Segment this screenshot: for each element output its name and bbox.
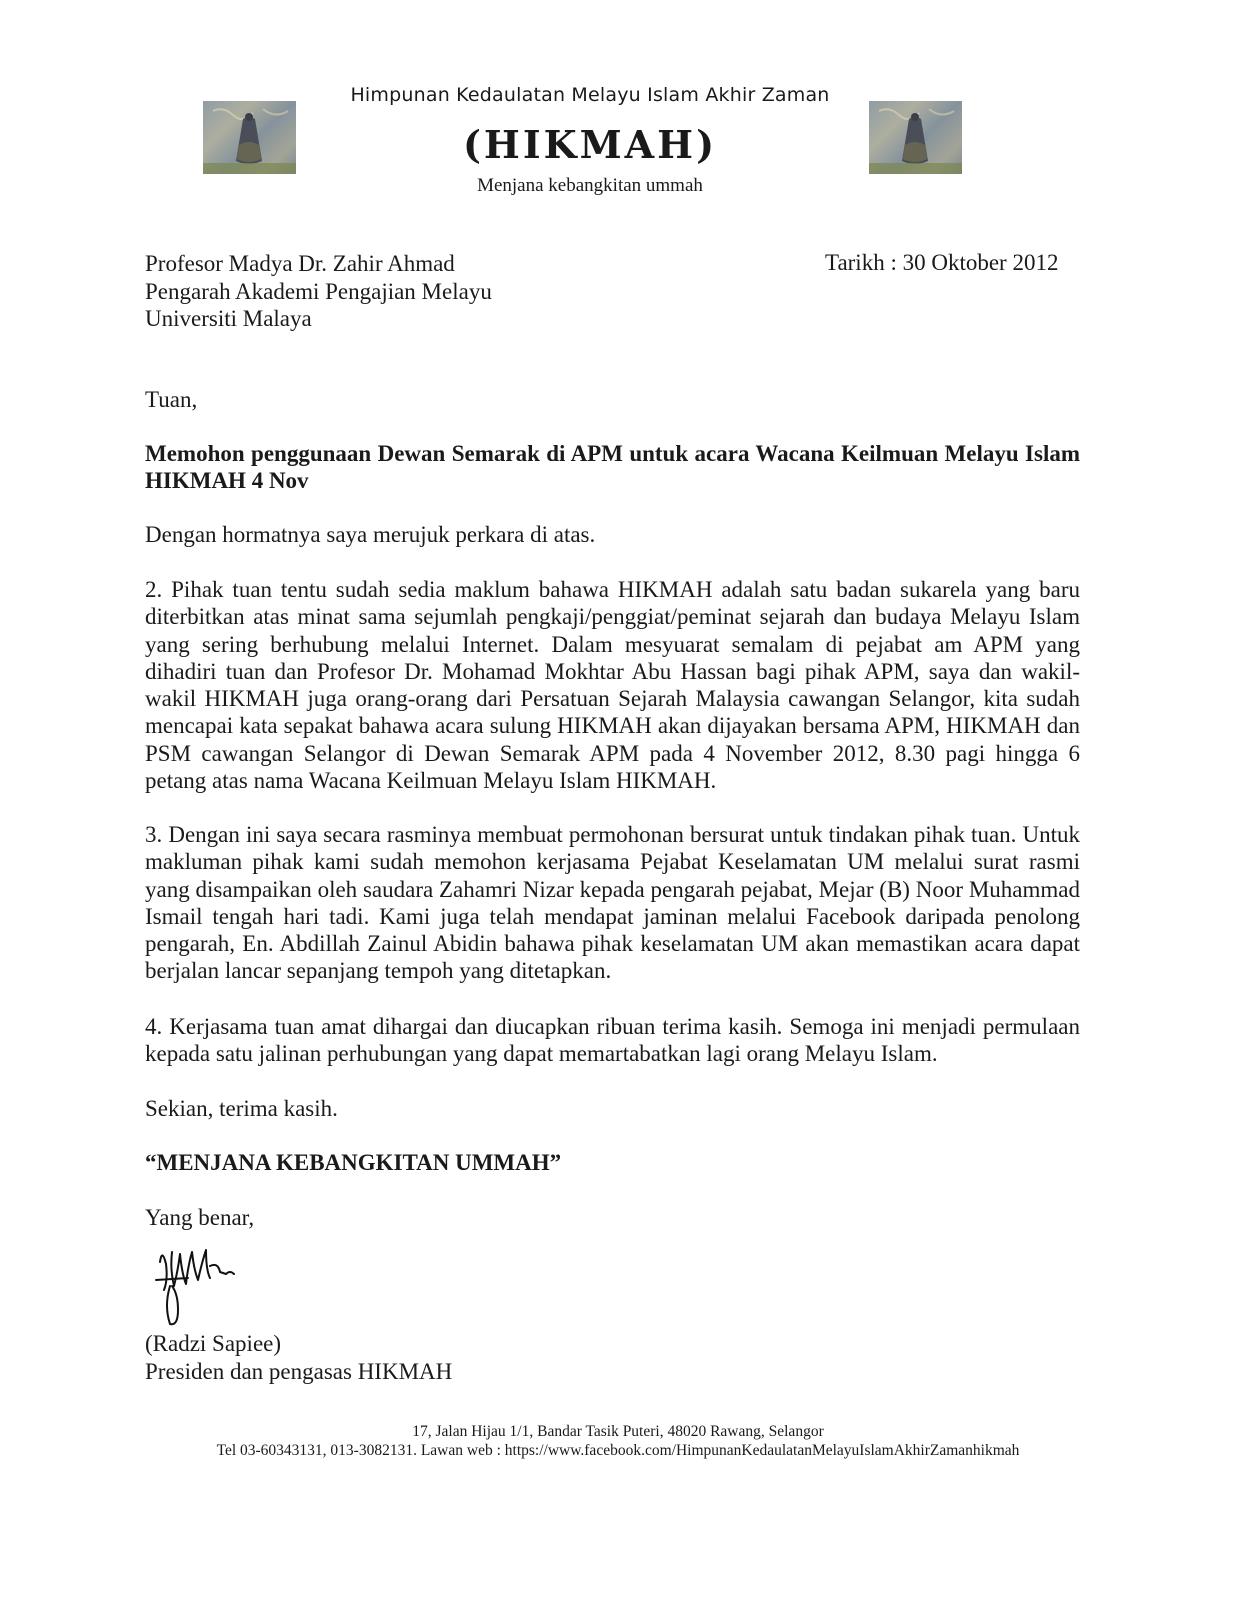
recipient-name: Profesor Madya Dr. Zahir Ahmad — [145, 251, 455, 276]
recipient-block — [145, 250, 492, 333]
signer-block — [145, 1330, 452, 1385]
signer-name: (Radzi Sapiee) — [145, 1331, 282, 1356]
recipient-title: Pengarah Akademi Pengajian Melayu — [145, 278, 492, 304]
paragraph-4: 4. Kerjasama tuan amat dihargai dan diucapkan ribuan terima kasih. Semoga ini menjadi permulaan kepada satu jalinan perhubungan yang dapat memartabatkan lagi orang Melayu Islam. — [145, 1014, 1080, 1067]
signature-icon — [148, 1240, 248, 1330]
recipient-institution: Universiti Malaya — [145, 306, 312, 331]
salutation: Tuan, — [145, 387, 198, 412]
subject-line: Memohon penggunaan Dewan Semarak di APM untuk acara Wacana Keilmuan Melayu Islam HIKMAH 4 Nov — [145, 441, 1080, 494]
paragraph-2: 2. Pihak tuan tentu sudah sedia maklum bahawa HIKMAH adalah satu badan sukarela yang baru diterbitkan atas minat sama sejumlah pengkaji/penggiat/peminat sejarah dan budaya Melayu Islam yang sering berhubung melalui Internet. Dalam mesyuarat semalam di pejabat am APM yang dihadiri tuan dan Profesor Dr. Mohamad Mokhtar Abu Hassan bagi pihak APM, saya dan wakil-wakil HIKMAH juga orang-orang dari Persatuan Sejarah Malaysia cawangan Selangor, kita sudah mencapai kata sepakat bahawa acara sulung HIKMAH akan dijayakan bersama APM, HIKMAH dan PSM cawangan Selangor di Dewan Semarak APM pada 4 November 2012, 8.30 pagi hingga 6 petang atas nama Wacana Keilmuan Melayu Islam HIKMAH. — [145, 577, 1080, 794]
signer-position: Presiden dan pengasas HIKMAH — [145, 1358, 453, 1384]
org-name: Himpunan Kedaulatan Melayu Islam Akhir Zaman — [350, 84, 830, 106]
motto: “MENJANA KEBANGKITAN UMMAH” — [145, 1150, 562, 1175]
org-tagline: Menjana kebangkitan ummah — [477, 175, 703, 196]
letter-date: Tarikh : 30 Oktober 2012 — [825, 250, 1059, 275]
closing-line: Sekian, terima kasih. — [145, 1096, 338, 1121]
paragraph-1: Dengan hormatnya saya merujuk perkara di atas. — [145, 522, 596, 547]
footer-contact: Tel 03-60343131, 013-3082131. Lawan web : https://www.facebook.com/HimpunanKedaulatanMelayuIslamAkhirZamanhikmah — [216, 1441, 1020, 1459]
footer-address: 17, Jalan Hijau 1/1, Bandar Tasik Puteri, 48020 Rawang, Selangor — [412, 1423, 824, 1440]
footer — [60, 1423, 1176, 1460]
sign-off: Yang benar, — [145, 1205, 255, 1230]
org-acronym: (HIKMAH) — [462, 122, 718, 167]
paragraph-3: 3. Dengan ini saya secara rasminya membuat permohonan bersurat untuk tindakan pihak tuan. Untuk makluman pihak kami sudah memohon kerjasama Pejabat Keselamatan UM melalui surat rasmi yang disampaikan oleh saudara Zahamri Nizar kepada pengarah pejabat, Mejar (B) Noor Muhammad Ismail tengah hari tadi. Kami juga telah mendapat jaminan melalui Facebook daripada penolong pengarah, En. Abdillah Zainul Abidin bahawa pihak keselamatan UM akan memastikan acara dapat berjalan lancar sepanjang tempoh yang ditetapkan. — [145, 822, 1080, 984]
